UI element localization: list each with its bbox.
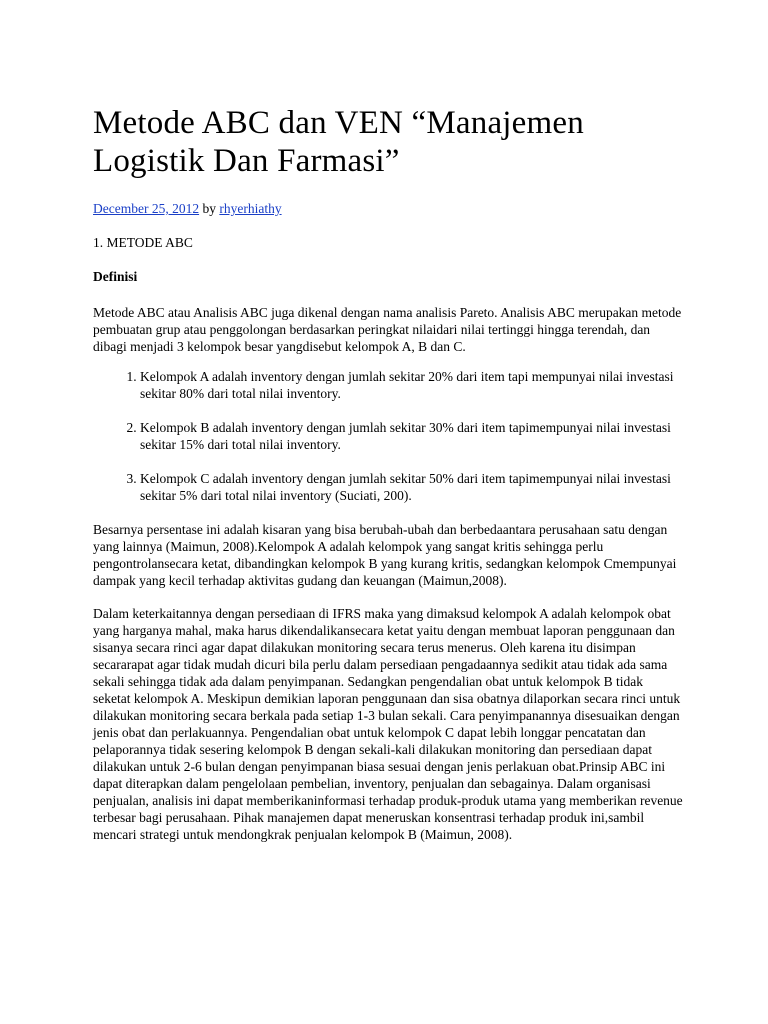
paragraph-ifrs: Dalam keterkaitannya dengan persediaan di IFRS maka yang dimaksud kelompok A adalah kelompok obat yang harganya mahal, maka harus dikendalikansecara ketat yaitu dengan membuat laporan penggunaan dan sisanya secara rinci agar dapat dilakukan monitoring secara terus menerus. Oleh karena itu disimpan secararapat agar tidak mudah dicuri bila perlu dalam persediaan pengadaannya sedikit atau tidak ada sama sekali sehingga tidak ada dalam penyimpanan. Sedangkan pengendalian obat untuk kelompok B tidak seketat kelompok A. Meskipun demikian laporan penggunaan dan sisa obatnya dilaporkan secara rinci untuk dilakukan monitoring secara berkala pada setiap 1-3 bulan sekali. Cara penyimpanannya disesuaikan dengan jenis obat dan perlakuannya. Pengendalian obat untuk kelompok C dapat lebih longgar pencatatan dan pelaporannya tidak sesering kelompok B dengan sekali-kali dilakukan monitoring dan persediaan dapat dilakukan untuk 2-6 bulan dengan penyimpanan biasa sesuai dengan jenis perlakuan obat.Prinsip ABC ini dapat diterapkan dalam pengelolaan pembelian, inventory, penjualan dan sebagainya. Dalam organisasi penjualan, analisis ini dapat memberikaninformasi terhadap produk-produk utama yang memberikan revenue terbesar bagi perusahaan. Pihak manajemen dapat meneruskan konsentrasi terhadap produk ini,sambil mencari strategi untuk mendongkrak penjualan kelompok B (Maimun, 2008). (93, 606, 683, 842)
by-label: by (199, 201, 220, 216)
author-link[interactable]: rhyerhiathy (219, 201, 282, 216)
intro-paragraph: Metode ABC atau Analisis ABC juga dikenal dengan nama analisis Pareto. Analisis ABC merupakan metode pembuatan grup atau penggolongan berdasarkan peringkat nilaidari nilai tertinggi hingga terendah, dan dibagi menjadi 3 kelompok besar yangdisebut kelompok A, B dan C. (93, 305, 682, 354)
section-heading: 1. METODE ABC (93, 235, 193, 250)
paragraph-persentase: Besarnya persentase ini adalah kisaran yang bisa berubah-ubah dan berbedaantara perusahaan satu dengan yang lainnya (Maimun, 2008).Kelompok A adalah kelompok yang sangat kritis sehingga perlu pengontrolansecara ketat, dibandingkan kelompok B yang kurang kritis, sedangkan kelompok Cmempunyai dampak yang kecil terhadap aktivitas gudang dan keuangan (Maimun,2008). (93, 522, 677, 588)
date-link[interactable]: December 25, 2012 (93, 201, 200, 216)
kelompok-list (93, 368, 683, 504)
subheading-definisi: Definisi (93, 269, 138, 284)
article-title: Metode ABC dan VEN “Manajemen Logistik Dan Farmasi” (93, 105, 584, 179)
list-item: 3. Kelompok C adalah inventory dengan jumlah sekitar 50% dari item tapimempunyai nilai investasi sekitar 5% dari total nilai inventory (Suciati, 200). (140, 470, 683, 504)
list-item: 1. Kelompok A adalah inventory dengan jumlah sekitar 20% dari item tapi mempunyai nilai investasi sekitar 80% dari total nilai inventory. (140, 368, 683, 402)
list-item: 2. Kelompok B adalah inventory dengan jumlah sekitar 30% dari item tapimempunyai nilai investasi sekitar 15% dari total nilai inventory. (140, 419, 683, 453)
article-body (93, 104, 683, 843)
post-meta (93, 200, 683, 217)
